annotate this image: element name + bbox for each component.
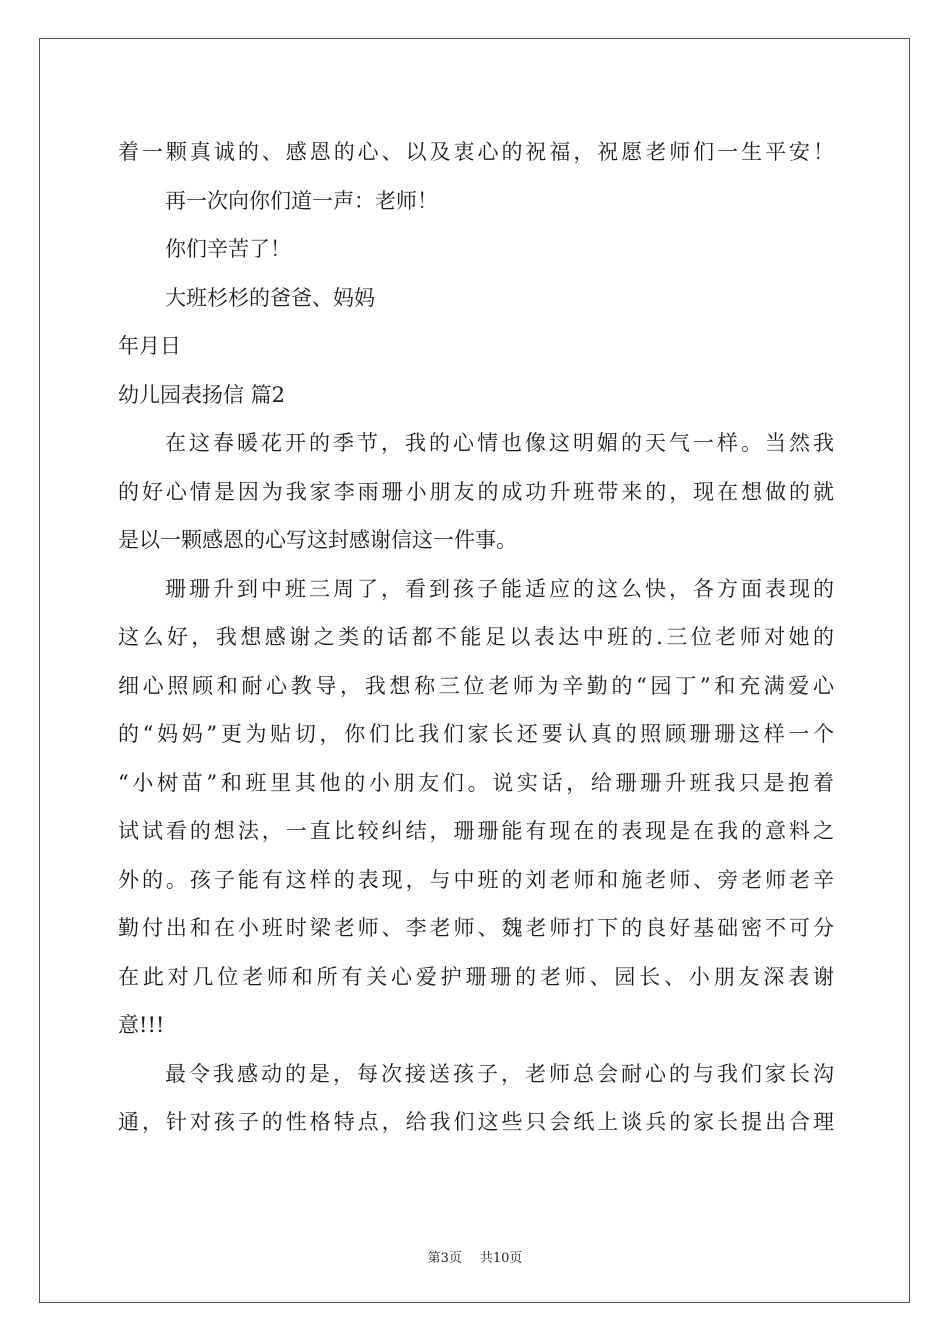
text-line: 这么好，我想感谢之类的话都不能足以表达中班的.三位老师对她的 [118,625,834,649]
text-line: 意!!! [118,1013,165,1037]
text-line: 在此对几位老师和所有关心爱护珊珊的老师、园长、小朋友深表谢 [118,964,834,989]
text-line: “小树苗”和班里其他的小朋友们。说实话，给珊珊升班我只是抱着 [118,770,834,795]
text-line: 的“妈妈”更为贴切，你们比我们家长还要认真的照顾珊珊这样一个 [118,722,834,746]
text-line: 通，针对孩子的性格特点，给我们这些只会纸上谈兵的家长提出合理 [118,1110,834,1134]
document-body [118,128,834,1147]
text-line: 幼儿园表扬信 篇2 [118,382,286,407]
text-line: 的好心情是因为我家李雨珊小朋友的成功升班带来的，现在想做的就 [118,479,834,504]
text-line: 大班杉杉的爸爸、妈妈 [165,285,375,310]
page-footer [0,1247,950,1266]
text-line: 再一次向你们道一声：老师！ [165,188,438,213]
text-line: 珊珊升到中班三周了，看到孩子能适应的这么快，各方面表现的 [165,576,834,601]
text-line: 最令我感动的是，每次接送孩子，老师总会耐心的与我们家长沟 [165,1061,834,1086]
text-line: 在这春暖花开的季节，我的心情也像这明媚的天气一样。当然我 [165,431,834,455]
text-line: 外的。孩子能有这样的表现，与中班的刘老师和施老师、旁老师老辛 [118,867,834,892]
text-line: 是以一颗感恩的心写这封感谢信这一件事。 [118,528,517,552]
text-line: 你们辛苦了！ [165,237,291,261]
text-line: 着一颗真诚的、感恩的心、以及衷心的祝福，祝愿老师们一生平安！ [118,140,834,164]
page-total: 共10页 [479,1251,523,1266]
page-number: 第3页 [427,1251,462,1266]
text-line: 勤付出和在小班时梁老师、李老师、魏老师打下的良好基础密不可分 [118,916,834,940]
text-line: 试试看的想法，一直比较纠结，珊珊能有现在的表现是在我的意料之 [118,819,834,843]
text-line: 细心照顾和耐心教导，我想称三位老师为辛勤的“园丁”和充满爱心 [118,673,834,698]
text-line: 年月日 [118,334,181,358]
